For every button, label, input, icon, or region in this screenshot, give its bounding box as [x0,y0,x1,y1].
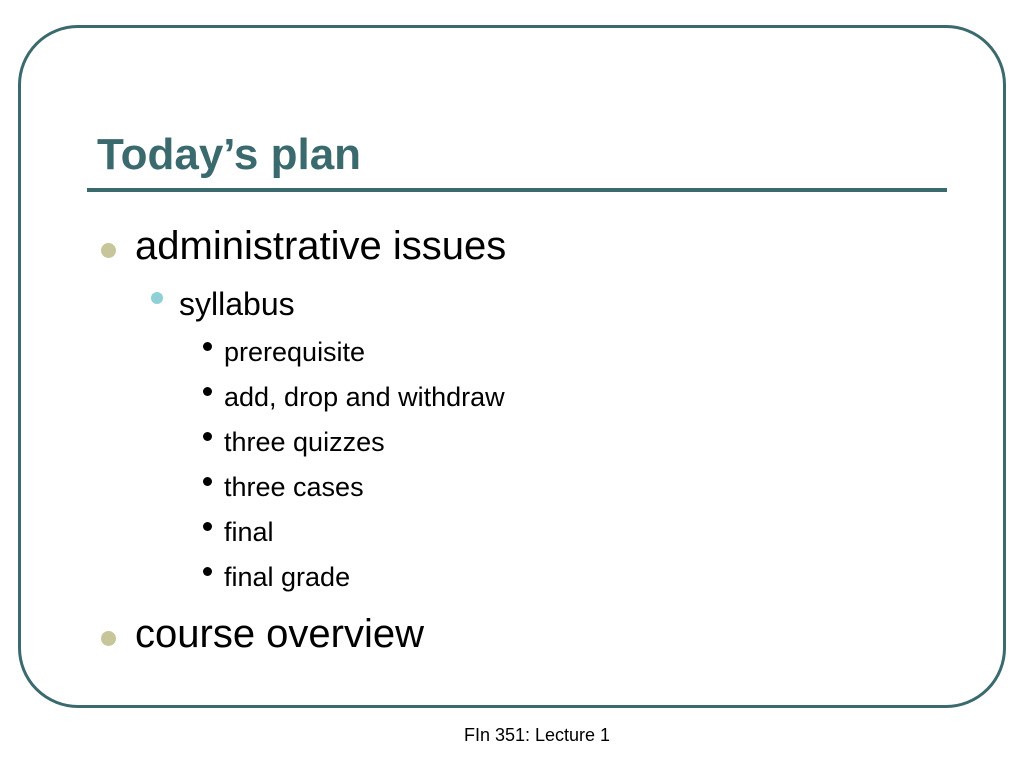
bullet-three-quizzes: three quizzes [224,427,385,457]
bullet-administrative-issues: administrative issues [135,224,507,268]
bullet-level3-icon [203,342,212,351]
bullet-final-grade: final grade [224,562,351,592]
bullet-level3-icon [203,522,212,531]
slide-footer: FIn 351: Lecture 1 [463,725,611,745]
bullet-level3-icon [203,477,212,486]
bullet-level3-icon [203,567,212,576]
bullet-syllabus: syllabus [179,286,295,322]
bullet-level2-icon [151,292,163,304]
bullet-add-drop-withdraw: add, drop and withdraw [224,382,505,412]
bullet-three-cases: three cases [224,472,364,502]
bullet-course-overview: course overview [135,612,425,656]
bullet-level1-icon [101,243,116,258]
slide-title: Today’s plan [97,130,362,179]
bullet-level1-icon [101,631,116,646]
bullet-level3-icon [203,432,212,441]
bullet-level3-icon [203,387,212,396]
bullet-final: final [224,517,274,547]
title-underline [87,188,947,192]
bullet-prerequisite: prerequisite [224,337,366,367]
